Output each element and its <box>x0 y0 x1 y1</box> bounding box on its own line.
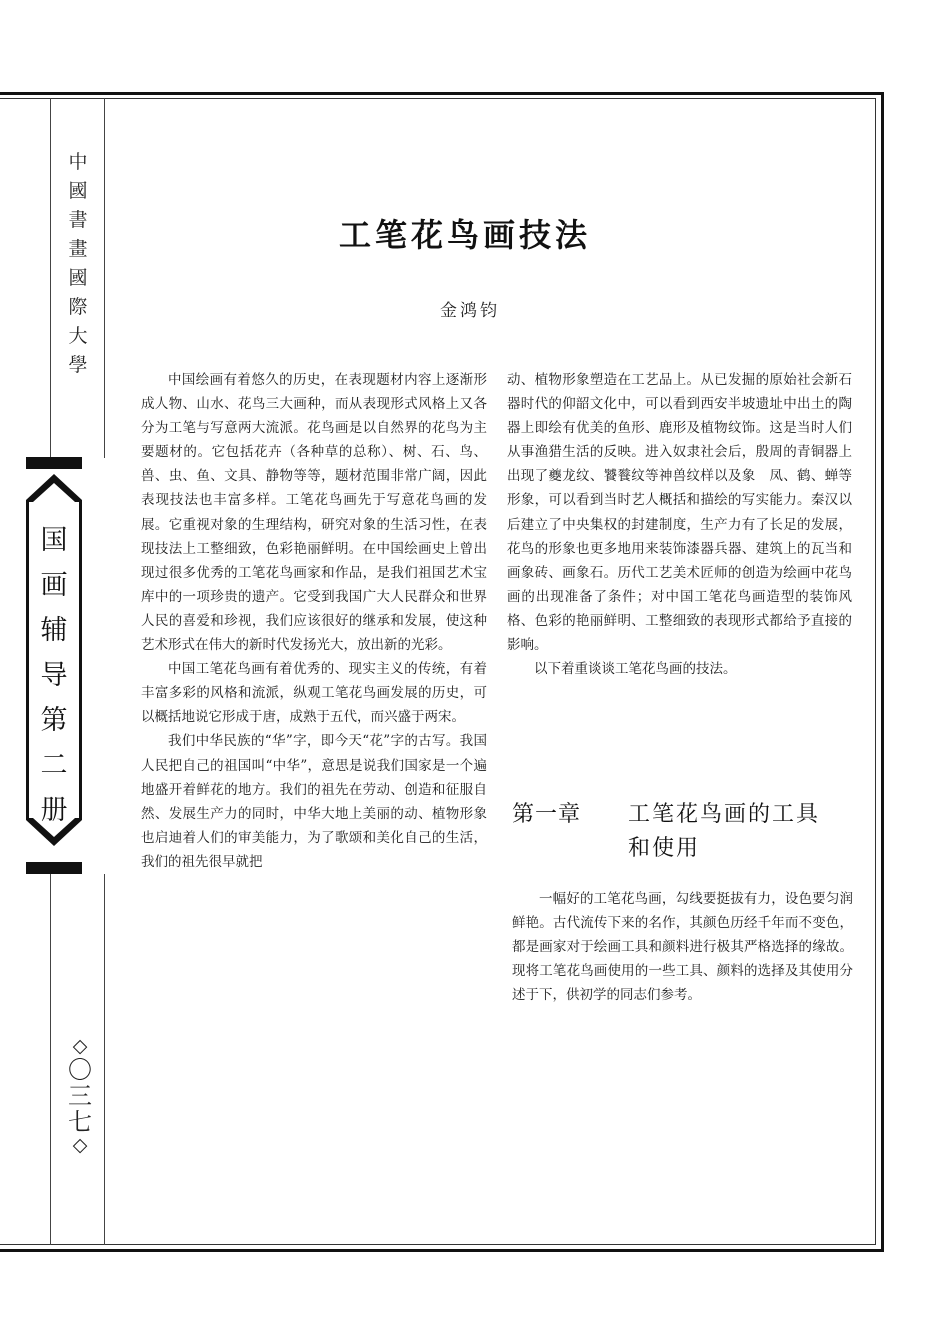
page-number-char: 三 <box>68 1082 92 1110</box>
series-label-char: 册 <box>40 795 68 826</box>
body-paragraph-continued: 动、植物形象塑造在工艺品上。从已发掘的原始社会新石器时代的仰韶文化中，可以看到西安半坡遗址中出土的陶器上即绘有优美的鱼形、鹿形及植物纹饰。这是当时人们从事渔猎生活的反映。进入奴隶社会后，殷周的青铜器上出现了夔龙纹、饕餮纹等神兽纹样以及象 凤、鹤、蝉等形象，可以看到当时艺人概括和描绘的写实能力。秦汉以后建立了中央集权的封建制度，生产力有了长足的发展，花鸟的形象也更多地用来装饰漆器兵器、建筑上的瓦当和画象砖、画象石。历代工艺美术匠师的创造为绘画中花鸟画的出现准备了条件；对中国工笔花鸟画造型的装饰风格、色彩的艳丽鲜明、工整细致的表现形式都给予直接的影响。 <box>507 372 852 654</box>
school-name-char: 學 <box>68 354 88 376</box>
page-number-char: 〇 <box>68 1056 92 1084</box>
diamond-ornament: ◇ <box>72 1035 88 1057</box>
series-label-char: 第 <box>40 705 68 736</box>
chevron-up-ornament <box>26 470 82 502</box>
series-label-char: 导 <box>40 660 68 691</box>
series-label-top-bar <box>26 457 82 469</box>
series-label-bottom-bar <box>26 862 82 874</box>
chapter-number: 第一章 <box>512 802 582 827</box>
body-paragraph: 中国工笔花鸟画有着优秀的、现实主义的传统，有着丰富多彩的风格和流派，纵观工笔花鸟画发展的历史，可以概括地说它形成于唐，成熟于五代，而兴盛于两宋。 <box>141 661 487 726</box>
school-name-char: 畫 <box>68 238 88 260</box>
diamond-ornament: ◇ <box>72 1134 88 1156</box>
chevron-down-ornament <box>26 818 82 850</box>
school-name-char: 際 <box>68 296 88 318</box>
series-label-char: 辅 <box>40 615 68 646</box>
body-column-right <box>507 368 852 681</box>
school-name-char: 國 <box>68 180 88 202</box>
series-label-vertical <box>26 518 82 833</box>
chapter-title: 工笔花鸟画的工具和使用 <box>628 802 821 861</box>
school-name-char: 大 <box>68 325 88 347</box>
body-column-left <box>141 368 487 874</box>
school-name-char: 中 <box>68 151 88 173</box>
article-author: 金鸿钧 <box>440 301 500 321</box>
series-label-char: 二 <box>40 750 68 781</box>
chapter-body-column <box>512 887 853 1007</box>
article-title: 工笔花鸟画技法 <box>338 216 591 254</box>
school-name-vertical <box>58 148 98 380</box>
body-paragraph: 中国绘画有着悠久的历史，在表现题材内容上逐渐形成人物、山水、花鸟三大画种，而从表现形式风格上又各分为工笔与写意两大流派。花鸟画是以自然界的花鸟为主要题材的。它包括花卉（各种草的总称）、树、石、鸟、兽、虫、鱼、文具、静物等等，题材范围非常广阔，因此表现技法也丰富多样。工笔花鸟画先于写意花鸟画的发展。它重视对象的生理结构，研究对象的生活习性，在表现技法上工整细致，色彩艳丽鲜明。在中国绘画史上曾出现过很多优秀的工笔花鸟画家和作品，是我们祖国艺术宝库中的一项珍贵的遗产。它受到我国广大人民群众和世界人民的喜爱和珍视，我们应该很好的继承和发展，使这种艺术形式在伟大的新时代发扬光大，放出新的光彩。 <box>141 372 487 654</box>
series-label-char: 国 <box>40 525 68 556</box>
body-paragraph: 以下着重谈谈工笔花鸟画的技法。 <box>534 661 737 678</box>
page-number-vertical <box>60 1036 100 1156</box>
chapter-heading <box>512 798 852 870</box>
body-paragraph: 一幅好的工笔花鸟画，勾线要挺拔有力，设色要匀润鲜艳。古代流传下来的名作，其颜色历经千年而不变色，都是画家对于绘画工具和颜料进行极其严格选择的缘故。现将工笔花鸟画使用的一些工具、颜料的选择及其使用分述于下，供初学的同志们参考。 <box>512 891 853 1004</box>
school-name-char: 國 <box>68 267 88 289</box>
page-number-char: 七 <box>68 1108 92 1136</box>
body-paragraph: 我们中华民族的“华”字，即今天“花”字的古写。我国人民把自己的祖国叫“中华”，意思是说我们国家是一个遍地盛开着鲜花的地方。我们的祖先在劳动、创造和征服自然、发展生产力的同时，中华大地上美丽的动、植物形象也启迪着人们的审美能力，为了歌颂和美化自己的生活，我们的祖先很早就把 <box>141 733 487 870</box>
series-label-char: 画 <box>40 570 68 601</box>
school-name-char: 書 <box>68 209 88 231</box>
